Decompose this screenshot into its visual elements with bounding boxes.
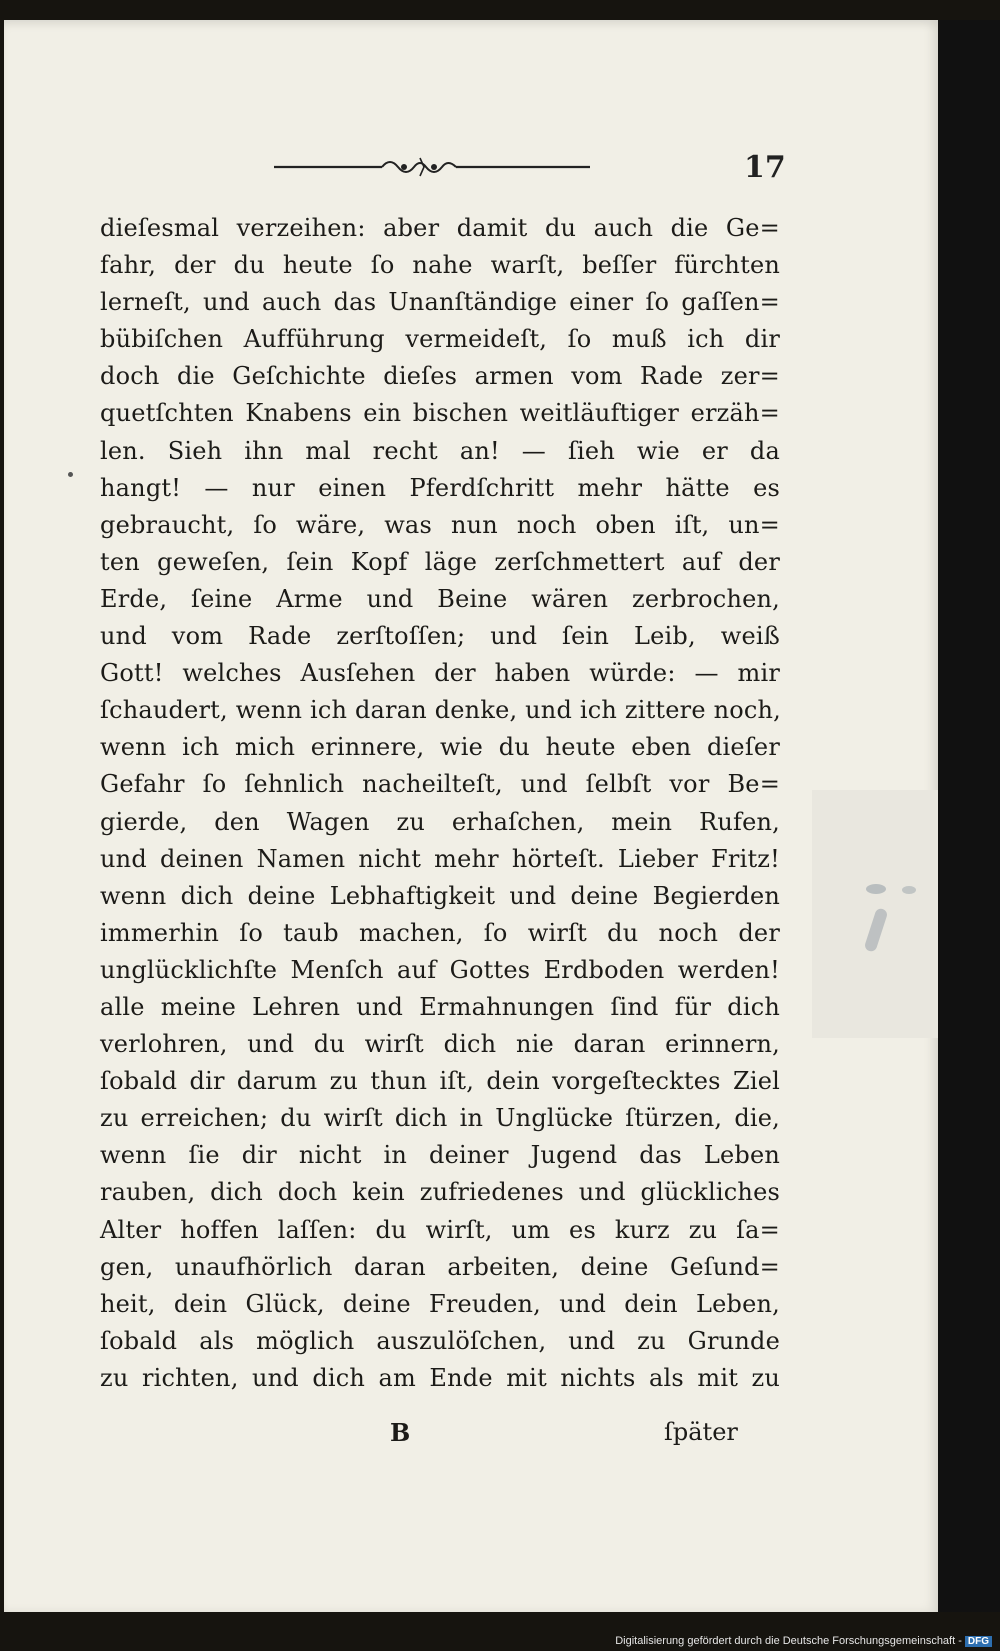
text-line: heit, dein Glück, deine Freuden, und dein Leben, (100, 1289, 780, 1318)
ink-blot (866, 884, 886, 894)
text-line: rauben, dich doch kein zufriedenes und glückliches (100, 1178, 780, 1207)
text-line: ſchaudert, wenn ich daran denke, und ich zittere noch, (100, 696, 782, 725)
text-line: und vom Rade zerſtoſſen; und ſein Leib, weiß (100, 622, 780, 651)
catchword: ſpäter (664, 1418, 738, 1446)
text-line: Erde, ſeine Arme und Beine wären zerbrochen, (100, 584, 780, 613)
text-line: gebraucht, ſo wäre, was nun noch oben iſt, un= (100, 510, 780, 539)
text-line: ten geweſen, ſein Kopf läge zerſchmettert auf der (100, 547, 780, 576)
ink-blot (902, 886, 916, 894)
scan-border (938, 20, 1000, 1612)
text-line: Gefahr ſo ſehnlich nacheilteſt, und ſelbſt vor Be= (100, 770, 780, 799)
text-line: bübiſchen Aufführung vermeideſt, ſo muß ich dir (100, 325, 780, 354)
signature-mark: B (390, 1418, 411, 1447)
text-line: lerneſt, und auch das Unanſtändige einer ſo gaſſen= (100, 288, 780, 317)
margin-mark (68, 472, 73, 477)
text-line: ſobald dir darum zu thun iſt, dein vorgeſtecktes Ziel (100, 1067, 780, 1096)
text-line: zu richten, und dich am Ende mit nichts als mit zu (100, 1363, 780, 1392)
credit-text: Digitalisierung gefördert durch die Deutsche Forschungsgemeinschaft - (615, 1635, 962, 1647)
text-line: dieſesmal verzeihen: aber damit du auch die Ge= (100, 214, 780, 242)
text-line: quetſchten Knabens ein bischen weitläuftiger erzäh= (100, 399, 780, 428)
text-line: gierde, den Wagen zu erhaſchen, mein Rufen, (100, 807, 780, 836)
text-line: wenn ſie dir nicht in deiner Jugend das Leben (100, 1141, 780, 1170)
body-text (100, 210, 780, 1397)
text-line: wenn dich deine Lebhaftigkeit und deine Begierden (100, 881, 780, 910)
text-line: unglücklichſte Menſch auf Gottes Erdboden werden! (100, 955, 780, 984)
text-line: immerhin ſo taub machen, ſo wirſt du noch der (100, 918, 780, 947)
digitization-credit (615, 1635, 992, 1647)
text-line: doch die Geſchichte dieſes armen vom Rade zer= (100, 362, 780, 391)
text-line: zu erreichen; du wirſt dich in Unglücke ſtürzen, die, (100, 1104, 780, 1133)
page-number: 17 (744, 150, 786, 185)
text-line: Alter hoffen laſſen: du wirſt, um es kurz zu ſa= (100, 1215, 780, 1244)
text-line: wenn ich mich erinnere, wie du heute eben dieſer (100, 733, 780, 762)
text-line: hangt! — nur einen Pferdſchritt mehr hätte es (100, 473, 780, 502)
text-line: alle meine Lehren und Ermahnungen ſind für dich (100, 992, 780, 1021)
text-line: ſobald als möglich auszulöſchen, und zu Grunde (100, 1326, 780, 1355)
dfg-logo: DFG (965, 1636, 992, 1647)
text-line: fahr, der du heute ſo nahe warſt, beſſer fürchten (100, 251, 780, 280)
header-ornament (274, 152, 590, 182)
text-line: len. Sieh ihn mal recht an! — ſieh wie er da (100, 436, 780, 465)
text-line: und deinen Namen nicht mehr hörteſt. Lieber Fritz! (100, 844, 780, 873)
text-line: Gott! welches Ausſehen der haben würde: — mir (100, 659, 780, 688)
text-line: gen, unaufhörlich daran arbeiten, deine Geſund= (100, 1252, 780, 1281)
text-line: verlohren, und du wirſt dich nie daran erinnern, (100, 1030, 780, 1059)
